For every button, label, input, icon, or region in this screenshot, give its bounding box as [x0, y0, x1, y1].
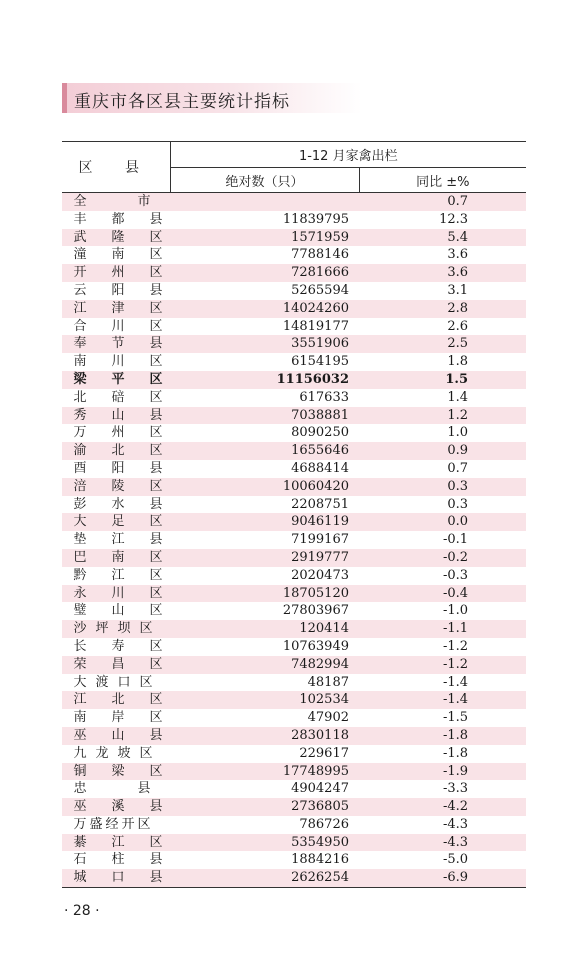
yoy-change: 3.1 — [359, 282, 526, 300]
region-name: 武 隆 区 — [62, 229, 170, 247]
absolute-value: 1655646 — [170, 442, 359, 460]
table-row — [62, 460, 526, 478]
table-row — [62, 549, 526, 567]
statistics-table — [62, 141, 526, 888]
absolute-value: 11156032 — [170, 371, 359, 389]
region-name: 奉 节 县 — [62, 335, 170, 353]
table-row — [62, 335, 526, 353]
absolute-value: 7281666 — [170, 264, 359, 282]
table-row — [62, 211, 526, 229]
region-name: 城 口 县 — [62, 869, 170, 887]
table-row — [62, 282, 526, 300]
yoy-change: -0.1 — [359, 531, 526, 549]
table-row — [62, 531, 526, 549]
table-row — [62, 567, 526, 585]
yoy-change: 0.3 — [359, 478, 526, 496]
region-name: 江 北 区 — [62, 691, 170, 709]
region-name: 巫 溪 县 — [62, 798, 170, 816]
yoy-change: 1.0 — [359, 424, 526, 442]
yoy-change: 0.3 — [359, 496, 526, 514]
region-name: 石 柱 县 — [62, 851, 170, 869]
table-row — [62, 834, 526, 852]
region-name: 酉 阳 县 — [62, 460, 170, 478]
region-name: 垫 江 县 — [62, 531, 170, 549]
title-accent-bar — [62, 83, 67, 113]
absolute-value: 229617 — [170, 745, 359, 763]
yoy-change: 0.0 — [359, 513, 526, 531]
table-body — [62, 193, 526, 888]
region-name: 江 津 区 — [62, 300, 170, 318]
region-name: 沙 坪 坝 区 — [62, 620, 170, 638]
table-row — [62, 585, 526, 603]
table-row — [62, 318, 526, 336]
yoy-change: -0.4 — [359, 585, 526, 603]
absolute-value: 10060420 — [170, 478, 359, 496]
absolute-value: 18705120 — [170, 585, 359, 603]
absolute-value: 1571959 — [170, 229, 359, 247]
region-name: 璧 山 区 — [62, 602, 170, 620]
absolute-value: 2208751 — [170, 496, 359, 514]
absolute-value: 7199167 — [170, 531, 359, 549]
absolute-value: 27803967 — [170, 602, 359, 620]
absolute-value: 2736805 — [170, 798, 359, 816]
table-row — [62, 656, 526, 674]
region-name: 梁 平 区 — [62, 371, 170, 389]
page-title: 重庆市各区县主要统计指标 — [74, 92, 290, 112]
table-row — [62, 674, 526, 692]
yoy-change: -0.3 — [359, 567, 526, 585]
region-name: 忠 县 — [62, 780, 170, 798]
absolute-value: 4904247 — [170, 780, 359, 798]
table-row — [62, 763, 526, 781]
yoy-change: 2.8 — [359, 300, 526, 318]
region-name: 南 川 区 — [62, 353, 170, 371]
table-row — [62, 478, 526, 496]
region-name: 万 州 区 — [62, 424, 170, 442]
region-name: 綦 江 区 — [62, 834, 170, 852]
header-region: 区 县 — [62, 142, 170, 193]
table-row — [62, 798, 526, 816]
table-row — [62, 229, 526, 247]
absolute-value: 5354950 — [170, 834, 359, 852]
table-row — [62, 620, 526, 638]
region-name: 万 盛 经 开 区 — [62, 816, 170, 834]
table-row — [62, 709, 526, 727]
region-name: 大 渡 口 区 — [62, 674, 170, 692]
yoy-change: 5.4 — [359, 229, 526, 247]
region-name: 丰 都 县 — [62, 211, 170, 229]
yoy-change: 0.9 — [359, 442, 526, 460]
yoy-change: 0.7 — [359, 193, 526, 211]
table-row — [62, 246, 526, 264]
table-row — [62, 816, 526, 834]
table-row — [62, 424, 526, 442]
table-row — [62, 264, 526, 282]
region-name: 合 川 区 — [62, 318, 170, 336]
table-row — [62, 371, 526, 389]
absolute-value: 102534 — [170, 691, 359, 709]
table-row — [62, 780, 526, 798]
region-name: 大 足 区 — [62, 513, 170, 531]
yoy-change: -1.0 — [359, 602, 526, 620]
yoy-change: -3.3 — [359, 780, 526, 798]
table-row — [62, 513, 526, 531]
yoy-change: 3.6 — [359, 246, 526, 264]
absolute-value: 3551906 — [170, 335, 359, 353]
header-poultry-output: 1-12 月家禽出栏 — [170, 142, 526, 168]
yoy-change: -1.4 — [359, 691, 526, 709]
absolute-value: 2626254 — [170, 869, 359, 887]
absolute-value: 786726 — [170, 816, 359, 834]
table-row — [62, 300, 526, 318]
absolute-value: 9046119 — [170, 513, 359, 531]
yoy-change: 3.6 — [359, 264, 526, 282]
absolute-value: 47902 — [170, 709, 359, 727]
yoy-change: -4.3 — [359, 816, 526, 834]
table-row — [62, 389, 526, 407]
header-absolute: 绝对数（只） — [170, 168, 359, 193]
region-name: 巴 南 区 — [62, 549, 170, 567]
yoy-change: -4.3 — [359, 834, 526, 852]
table-row — [62, 745, 526, 763]
table-row — [62, 869, 526, 887]
absolute-value: 7788146 — [170, 246, 359, 264]
absolute-value: 7038881 — [170, 407, 359, 425]
region-name: 铜 梁 区 — [62, 763, 170, 781]
absolute-value: 2919777 — [170, 549, 359, 567]
absolute-value: 14819177 — [170, 318, 359, 336]
table-row — [62, 638, 526, 656]
region-name: 九 龙 坡 区 — [62, 745, 170, 763]
region-name: 长 寿 区 — [62, 638, 170, 656]
section-title-band — [62, 83, 362, 113]
absolute-value: 8090250 — [170, 424, 359, 442]
yoy-change: -4.2 — [359, 798, 526, 816]
table-row — [62, 442, 526, 460]
yoy-change: -1.2 — [359, 656, 526, 674]
page-number: · 28 · — [64, 903, 100, 919]
region-name: 黔 江 区 — [62, 567, 170, 585]
yoy-change: -0.2 — [359, 549, 526, 567]
table-row — [62, 496, 526, 514]
table-row — [62, 602, 526, 620]
yoy-change: 0.7 — [359, 460, 526, 478]
region-name: 南 岸 区 — [62, 709, 170, 727]
absolute-value: 14024260 — [170, 300, 359, 318]
absolute-value: 6154195 — [170, 353, 359, 371]
yoy-change: -1.9 — [359, 763, 526, 781]
header-yoy: 同比 ±% — [359, 168, 526, 193]
yoy-change: -5.0 — [359, 851, 526, 869]
region-name: 永 川 区 — [62, 585, 170, 603]
yoy-change: 1.5 — [359, 371, 526, 389]
yoy-change: -1.2 — [359, 638, 526, 656]
yoy-change: -6.9 — [359, 869, 526, 887]
absolute-value: 10763949 — [170, 638, 359, 656]
table-row — [62, 691, 526, 709]
yoy-change: -1.8 — [359, 745, 526, 763]
region-name: 巫 山 县 — [62, 727, 170, 745]
yoy-change: 1.4 — [359, 389, 526, 407]
yoy-change: 12.3 — [359, 211, 526, 229]
yoy-change: -1.1 — [359, 620, 526, 638]
absolute-value — [170, 193, 359, 211]
absolute-value: 2830118 — [170, 727, 359, 745]
absolute-value: 17748995 — [170, 763, 359, 781]
absolute-value: 48187 — [170, 674, 359, 692]
absolute-value: 7482994 — [170, 656, 359, 674]
yoy-change: -1.5 — [359, 709, 526, 727]
table-row — [62, 353, 526, 371]
region-name: 开 州 区 — [62, 264, 170, 282]
region-name: 渝 北 区 — [62, 442, 170, 460]
region-name: 涪 陵 区 — [62, 478, 170, 496]
absolute-value: 11839795 — [170, 211, 359, 229]
yoy-change: 2.5 — [359, 335, 526, 353]
absolute-value: 1884216 — [170, 851, 359, 869]
region-name: 荣 昌 区 — [62, 656, 170, 674]
table-row — [62, 193, 526, 211]
yoy-change: -1.4 — [359, 674, 526, 692]
yoy-change: 1.8 — [359, 353, 526, 371]
region-name: 彭 水 县 — [62, 496, 170, 514]
table-row — [62, 727, 526, 745]
region-name: 潼 南 区 — [62, 246, 170, 264]
region-name: 云 阳 县 — [62, 282, 170, 300]
absolute-value: 5265594 — [170, 282, 359, 300]
region-name: 全 市 — [62, 193, 170, 211]
yoy-change: 2.6 — [359, 318, 526, 336]
absolute-value: 120414 — [170, 620, 359, 638]
absolute-value: 4688414 — [170, 460, 359, 478]
region-name: 秀 山 县 — [62, 407, 170, 425]
table-row — [62, 407, 526, 425]
region-name: 北 碚 区 — [62, 389, 170, 407]
yoy-change: -1.8 — [359, 727, 526, 745]
yoy-change: 1.2 — [359, 407, 526, 425]
table-row — [62, 851, 526, 869]
absolute-value: 617633 — [170, 389, 359, 407]
absolute-value: 2020473 — [170, 567, 359, 585]
